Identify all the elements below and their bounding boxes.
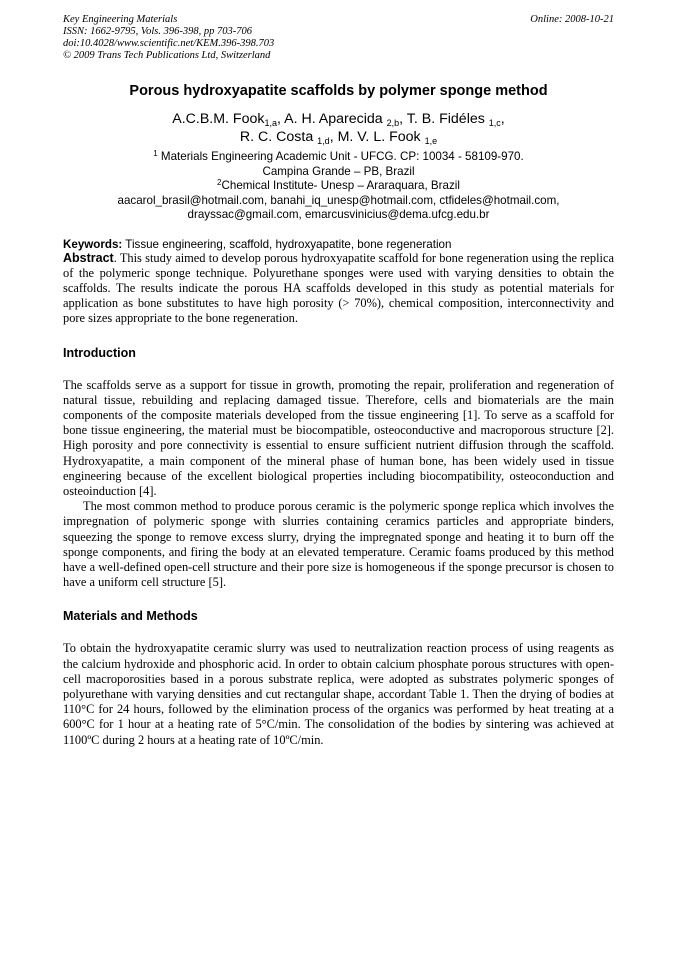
- introduction-paragraph-2: The most common method to produce porous ceramic is the polymeric sponge replica which involves the impregnation of polymeric sponge with slurries containing ceramics particles and appropriate binders, squeezing the sponge to remove excess slurry, drying the impregnated sponge and heating it to burn off the sponge components, and firing the body at an elevated temperature. Ceramic foams produced by this method have a well-defined open-cell structure and their pore size is homogeneous if the sponge precursor is chosen to have a uniform cell structure [5].: [63, 499, 614, 590]
- abstract-label: Abstract: [63, 250, 114, 265]
- introduction-paragraph-1: The scaffolds serve as a support for tissue in growth, promoting the repair, proliferation and regeneration of natural tissue, rebuilding and replacing damaged tissue. Therefore, cells and biomaterials are the main components of the composite materials developed from the tissue engineering [1]. To serve as a scaffold for bone tissue engineering, the material must be biocompatible, osteoconductive and macroporous structure [2]. High porosity and pore connectivity is essential to ensure sufficient nutrient diffusion through the scaffold. Hydroxyapatite, a main component of the mineral phase of human bone, has been widely used in tissue engineering because of the excellent biological properties including biocompatibility, osteoconduction and osteoinduction [4].: [63, 377, 614, 498]
- doi-line: doi:10.4028/www.scientific.net/KEM.396-398.703: [63, 38, 275, 49]
- author-affil-mark: 1,e: [424, 136, 438, 146]
- methods-heading: Materials and Methods: [63, 609, 198, 624]
- affiliation-2: [63, 179, 614, 194]
- paper-title: Porous hydroxyapatite scaffolds by polymer sponge method: [129, 83, 548, 99]
- affiliation-mark: 1: [153, 149, 158, 158]
- author-name: , M. V. L. Fook: [329, 129, 425, 145]
- author-affil-mark: 1,a: [264, 118, 277, 128]
- keywords: [63, 238, 614, 251]
- keywords-label: Keywords:: [63, 237, 123, 251]
- keywords-text: Tissue engineering, scaffold, hydroxyapatite, bone regeneration: [122, 237, 452, 251]
- author-name: A.C.B.M. Fook: [172, 111, 265, 127]
- author-affil-mark: 2,b: [386, 118, 400, 128]
- affiliations: [63, 150, 614, 223]
- author-affil-mark: 1,d: [317, 136, 330, 146]
- journal-header: [63, 14, 614, 62]
- abstract: [63, 251, 614, 327]
- methods-paragraph-1: To obtain the hydroxyapatite ceramic slurry was used to neutralization reaction process of using reagents as the calcium hydroxide and phosphoric acid. In order to obtain calcium phosphate porous structures with open-cell macroporosities based in a porous substrate replica, were adopted as substrates polymeric sponges of polyurethane with varying densities and cut rectangular shape, accordant Table 1. Then the drying of bodies at 110°C for 24 hours, followed by the elimination process of the organics was performed by heat treating at a 600°C for 1 hour at a heating rate of 5°C/min. The consolidation of the bodies by sintering was achieved at 1100ºC during 2 hours at a heating rate of 10ºC/min.: [63, 641, 614, 747]
- affiliation-1: [63, 150, 614, 165]
- author-name: , A. H. Aparecida: [277, 111, 387, 127]
- page: [63, 14, 614, 748]
- author-list: [63, 110, 614, 146]
- issn-line: ISSN: 1662-9795, Vols. 396-398, pp 703-706: [63, 26, 252, 37]
- copyright-line: © 2009 Trans Tech Publications Ltd, Switzerland: [63, 50, 271, 61]
- journal-name: Key Engineering Materials: [63, 14, 178, 25]
- author-line-2: [63, 128, 614, 146]
- email-list-2: drayssac@gmail.com, emarcusvinicius@dema.ufcg.edu.br: [187, 208, 490, 221]
- author-name: R. C. Costa: [239, 129, 318, 145]
- affiliation-text: Materials Engineering Academic Unit - UFCG. CP: 10034 - 58109-970.: [157, 150, 524, 163]
- author-affil-mark: 1,c: [488, 118, 501, 128]
- author-separator: ,: [500, 111, 505, 127]
- email-list-1: aacarol_brasil@hotmail.com, banahi_iq_unesp@hotmail.com, ctfideles@hotmail.com,: [117, 193, 560, 207]
- affiliation-1-city: Campina Grande – PB, Brazil: [262, 164, 415, 178]
- affiliation-text: Chemical Institute- Unesp – Araraquara, Brazil: [221, 179, 460, 192]
- abstract-text: . This study aimed to develop porous hydroxyapatite scaffold for bone regeneration using the replica of the polymeric sponge technique. Polyurethane sponges were used with varying densities to obtain the scaffolds. The results indicate the porous HA scaffolds developed in this study as potential materials for application as bone substitutes to have high porosity (> 70%), chemical composition, interconnectivity and pore sizes appropriate to the bone regeneration.: [63, 250, 614, 326]
- author-line-1: [63, 110, 614, 128]
- author-name: , T. B. Fidéles: [399, 111, 489, 127]
- introduction-heading: Introduction: [63, 345, 136, 360]
- affiliation-mark: 2: [217, 178, 222, 187]
- online-date: Online: 2008-10-21: [530, 14, 614, 25]
